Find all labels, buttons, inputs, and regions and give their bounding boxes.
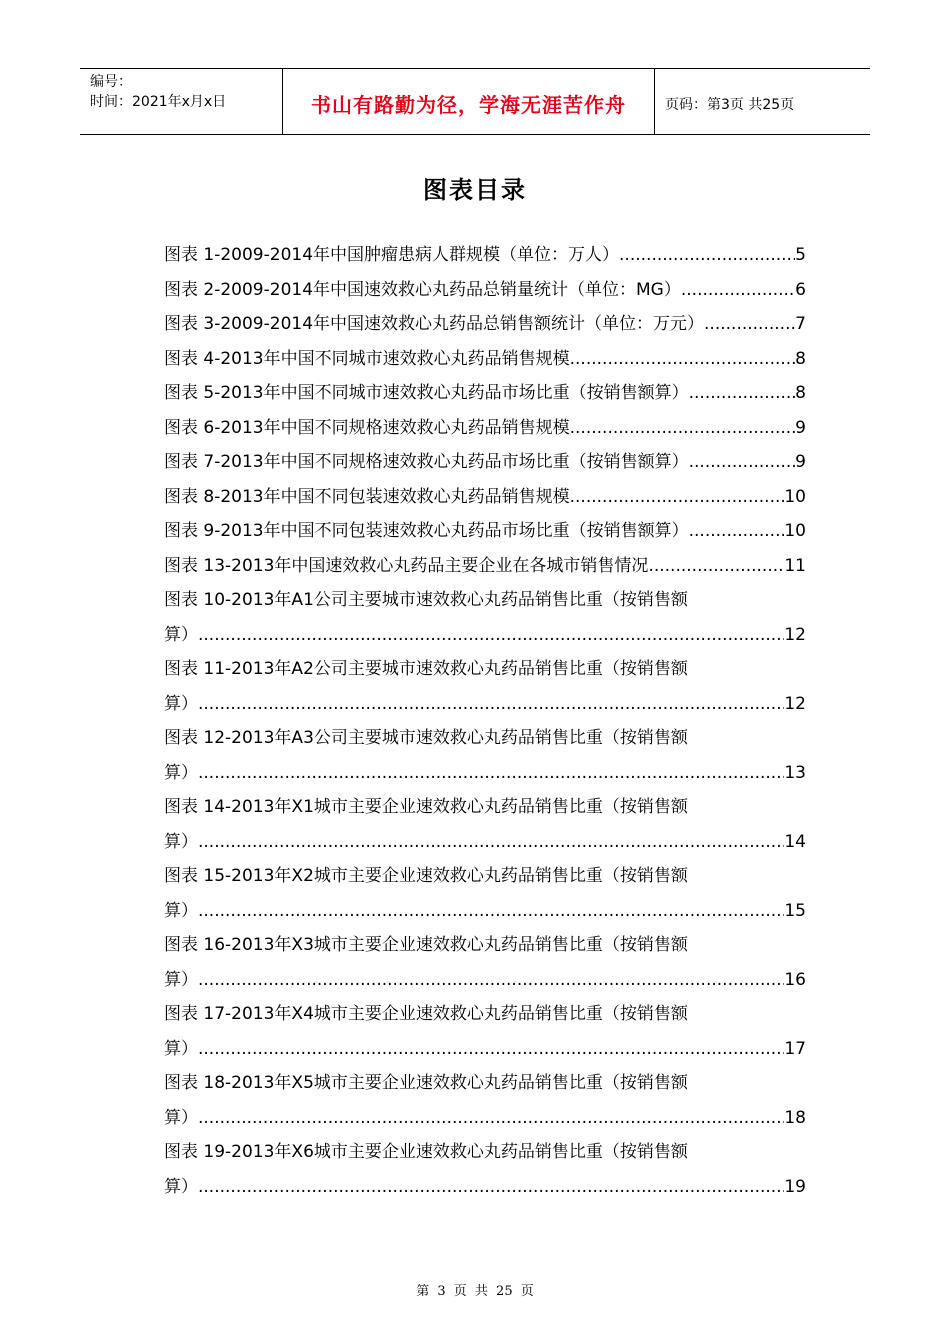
toc-page-number: 8 <box>795 383 806 403</box>
toc-entry[interactable] <box>164 1135 806 1204</box>
toc-page-number: 5 <box>795 245 806 265</box>
page-title: 图表目录 <box>423 176 527 204</box>
toc-page-number: 8 <box>795 348 806 369</box>
toc-entry-title: 图表 8-2013年中国不同包装速效救心丸药品销售规模 <box>164 486 570 507</box>
toc-entry-title: 图表 7-2013年中国不同规格速效救心丸药品市场比重（按销售额算） <box>164 452 689 472</box>
toc-page-number: 16 <box>784 969 806 990</box>
document-date: 时间：2021年x月x日 <box>90 94 227 110</box>
toc-page-number: 12 <box>784 693 806 714</box>
toc-leader-dots <box>681 273 795 308</box>
toc-page-number: 12 <box>784 624 806 645</box>
toc-leader-dots <box>198 1032 784 1067</box>
toc-entry-continuation: 算） <box>164 624 198 645</box>
toc-leader-dots <box>570 480 785 515</box>
toc-entry[interactable] <box>164 273 806 308</box>
toc-entry-continuation: 算） <box>164 762 198 783</box>
toc-entry[interactable] <box>164 411 806 446</box>
toc-page-number: 18 <box>784 1107 806 1128</box>
toc-entry[interactable] <box>164 549 806 584</box>
toc-entry-continuation: 算） <box>164 1107 198 1128</box>
toc-leader-dots <box>198 756 784 791</box>
toc-entry-title: 图表 12-2013年A3公司主要城市速效救心丸药品销售比重（按销售额 <box>164 728 688 748</box>
toc-entry[interactable] <box>164 480 806 515</box>
toc-leader-dots <box>198 894 784 929</box>
toc-page-number: 6 <box>795 279 806 300</box>
toc-entry-continuation: 算） <box>164 1176 198 1197</box>
toc-leader-dots <box>198 687 784 722</box>
header-left-cell <box>80 69 282 134</box>
toc-page-number: 7 <box>795 314 806 334</box>
toc-leader-dots <box>689 445 796 480</box>
toc-entry-title: 图表 15-2013年X2城市主要企业速效救心丸药品销售比重（按销售额 <box>164 866 688 886</box>
toc-page-number: 19 <box>784 1176 806 1197</box>
toc-page-number: 9 <box>795 452 806 472</box>
toc-entry[interactable] <box>164 583 806 652</box>
toc-entry[interactable] <box>164 376 806 411</box>
header-motto: 书山有路勤为径，学海无涯苦作舟 <box>282 69 655 134</box>
toc-entry[interactable] <box>164 721 806 790</box>
toc-entry-title: 图表 3-2009-2014年中国速效救心丸药品总销售额统计（单位：万元） <box>164 314 705 334</box>
toc-leader-dots <box>619 238 795 273</box>
toc-leader-dots <box>689 376 796 411</box>
page-footer: 第 3 页 共 25 页 <box>416 1284 534 1299</box>
table-of-figures <box>164 238 806 1204</box>
toc-leader-dots <box>570 342 796 377</box>
toc-page-number: 14 <box>784 831 806 852</box>
toc-entry-continuation: 算） <box>164 1038 198 1059</box>
toc-page-number: 15 <box>784 900 806 921</box>
toc-leader-dots <box>198 1101 784 1136</box>
page-header <box>80 68 870 135</box>
toc-page-number: 10 <box>784 486 806 507</box>
toc-leader-dots <box>570 411 796 446</box>
toc-entry[interactable] <box>164 652 806 721</box>
toc-entry[interactable] <box>164 790 806 859</box>
toc-entry-title: 图表 19-2013年X6城市主要企业速效救心丸药品销售比重（按销售额 <box>164 1142 688 1162</box>
toc-entry-title: 图表 13-2013年中国速效救心丸药品主要企业在各城市销售情况 <box>164 555 649 576</box>
toc-leader-dots <box>198 618 784 653</box>
toc-entry-title: 图表 18-2013年X5城市主要企业速效救心丸药品销售比重（按销售额 <box>164 1073 688 1093</box>
toc-leader-dots <box>704 307 795 342</box>
toc-entry-continuation: 算） <box>164 831 198 852</box>
toc-page-number: 9 <box>795 417 806 438</box>
toc-leader-dots <box>198 825 784 860</box>
header-page-info: 页码：第3页 共25页 <box>665 96 795 113</box>
toc-entry-title: 图表 11-2013年A2公司主要城市速效救心丸药品销售比重（按销售额 <box>164 659 688 679</box>
toc-entry-title: 图表 6-2013年中国不同规格速效救心丸药品销售规模 <box>164 417 570 438</box>
toc-entry[interactable] <box>164 238 806 273</box>
toc-entry-continuation: 算） <box>164 969 198 990</box>
toc-entry-continuation: 算） <box>164 900 198 921</box>
toc-entry-title: 图表 17-2013年X4城市主要企业速效救心丸药品销售比重（按销售额 <box>164 1004 688 1024</box>
toc-entry-title: 图表 1-2009-2014年中国肿瘤患病人群规模（单位：万人） <box>164 245 620 265</box>
toc-entry-continuation: 算） <box>164 693 198 714</box>
toc-entry[interactable] <box>164 997 806 1066</box>
toc-entry[interactable] <box>164 928 806 997</box>
toc-leader-dots <box>198 963 784 998</box>
document-number-label: 编号： <box>90 74 132 90</box>
toc-entry-title: 图表 14-2013年X1城市主要企业速效救心丸药品销售比重（按销售额 <box>164 797 688 817</box>
toc-leader-dots <box>689 514 785 549</box>
toc-entry[interactable] <box>164 1066 806 1135</box>
toc-page-number: 10 <box>784 521 806 541</box>
toc-leader-dots <box>198 1170 784 1205</box>
toc-entry-title: 图表 4-2013年中国不同城市速效救心丸药品销售规模 <box>164 348 570 369</box>
toc-entry-title: 图表 2-2009-2014年中国速效救心丸药品总销量统计（单位：MG） <box>164 279 681 300</box>
toc-entry[interactable] <box>164 307 806 342</box>
toc-page-number: 13 <box>784 762 806 783</box>
toc-page-number: 11 <box>784 555 806 576</box>
toc-entry[interactable] <box>164 514 806 549</box>
toc-entry[interactable] <box>164 445 806 480</box>
toc-entry-title: 图表 10-2013年A1公司主要城市速效救心丸药品销售比重（按销售额 <box>164 590 688 610</box>
toc-entry[interactable] <box>164 859 806 928</box>
toc-leader-dots <box>648 549 784 584</box>
toc-page-number: 17 <box>784 1038 806 1059</box>
toc-entry-title: 图表 16-2013年X3城市主要企业速效救心丸药品销售比重（按销售额 <box>164 935 688 955</box>
toc-entry-title: 图表 9-2013年中国不同包装速效救心丸药品市场比重（按销售额算） <box>164 521 689 541</box>
toc-entry-title: 图表 5-2013年中国不同城市速效救心丸药品市场比重（按销售额算） <box>164 383 689 403</box>
toc-entry[interactable] <box>164 342 806 377</box>
